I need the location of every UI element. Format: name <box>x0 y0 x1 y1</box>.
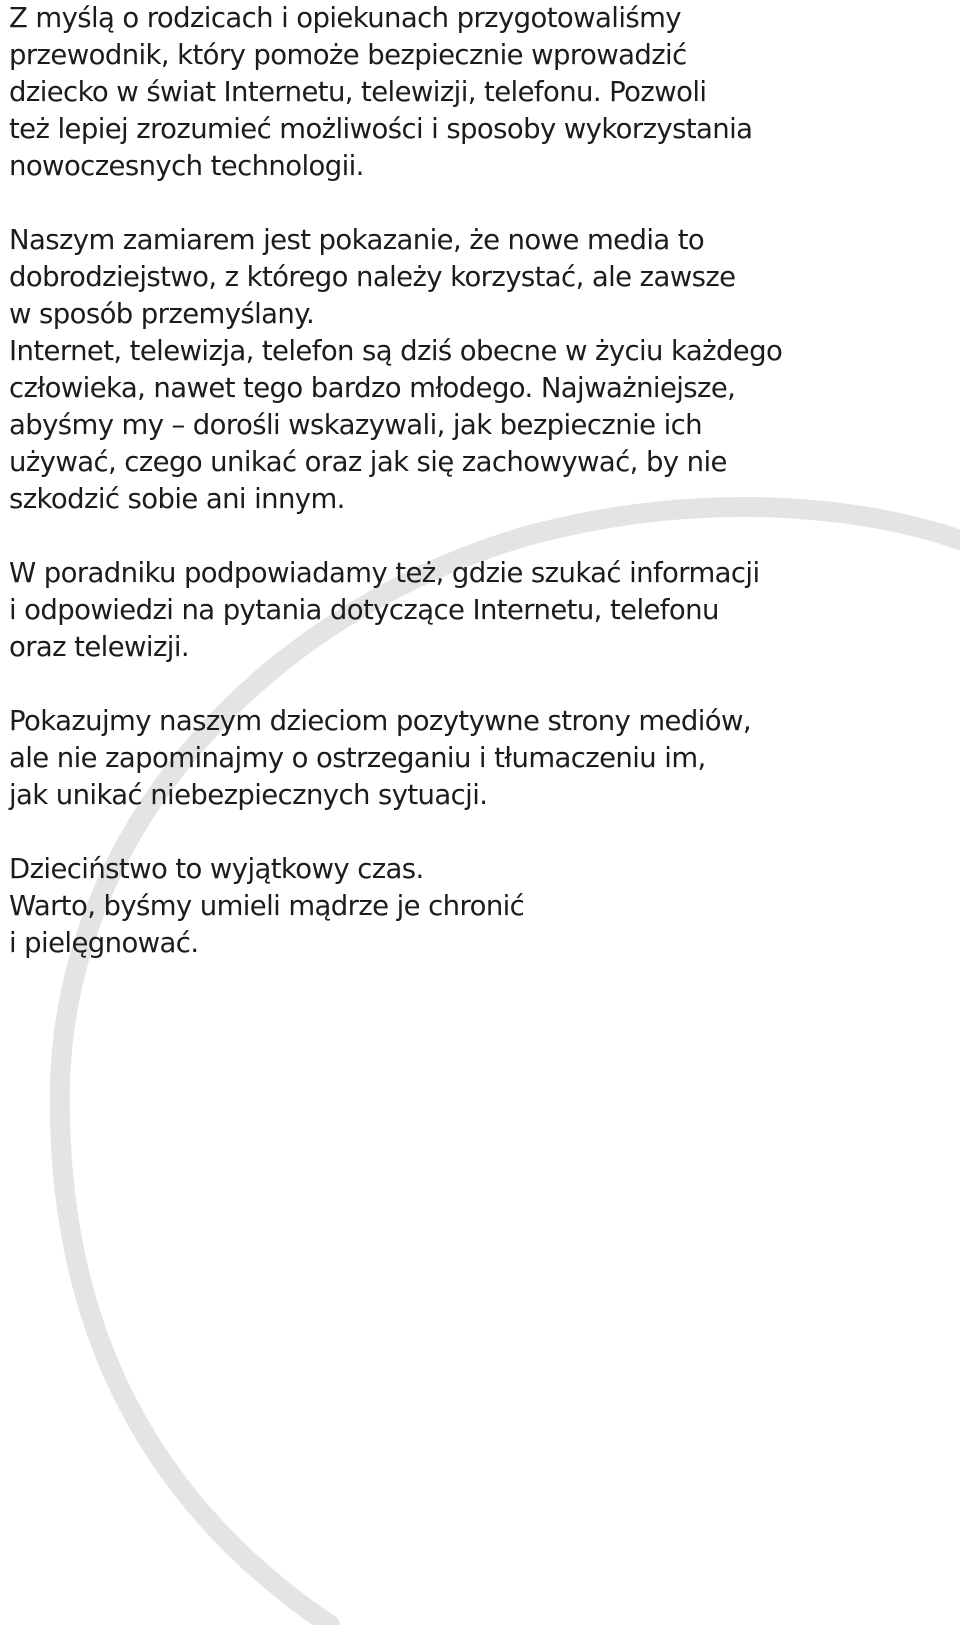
paragraph-intro: Z myślą o rodzicach i opiekunach przygotowaliśmy przewodnik, który pomoże bezpiecznie wprowadzić dziecko w świat Internetu, telewizji, telefonu. Pozwoli też lepiej zrozumieć możliwości i sposoby wykorzystania nowoczesnych technologii. <box>9 2 753 182</box>
paragraph-spacer <box>9 185 939 222</box>
paragraph-guide-info: W poradniku podpowiadamy też, gdzie szukać informacji i odpowiedzi na pytania dotyczące Internetu, telefonu oraz telewizji. <box>9 557 760 663</box>
document-body <box>9 0 939 962</box>
paragraph-media-purpose: Naszym zamiarem jest pokazanie, że nowe media to dobrodziejstwo, z którego należy korzystać, ale zawsze w sposób przemyślany. Internet, telewizja, telefon są dziś obecne w życiu każdego człowieka, nawet tego bardzo młodego. Najważniejsze, abyśmy my – dorośli wskazywali, jak bezpiecznie ich używać, czego unikać oraz jak się zachowywać, by nie szkodzić sobie ani innym. <box>9 224 783 515</box>
paragraph-spacer <box>9 666 939 703</box>
paragraph-spacer <box>9 814 939 851</box>
paragraph-spacer <box>9 518 939 555</box>
paragraph-positive-media: Pokazujmy naszym dzieciom pozytywne strony mediów, ale nie zapominajmy o ostrzeganiu i tłumaczeniu im, jak unikać niebezpiecznych sytuacji. <box>9 705 752 811</box>
paragraph-childhood: Dzieciństwo to wyjątkowy czas. Warto, byśmy umieli mądrze je chronić i pielęgnować. <box>9 853 525 959</box>
